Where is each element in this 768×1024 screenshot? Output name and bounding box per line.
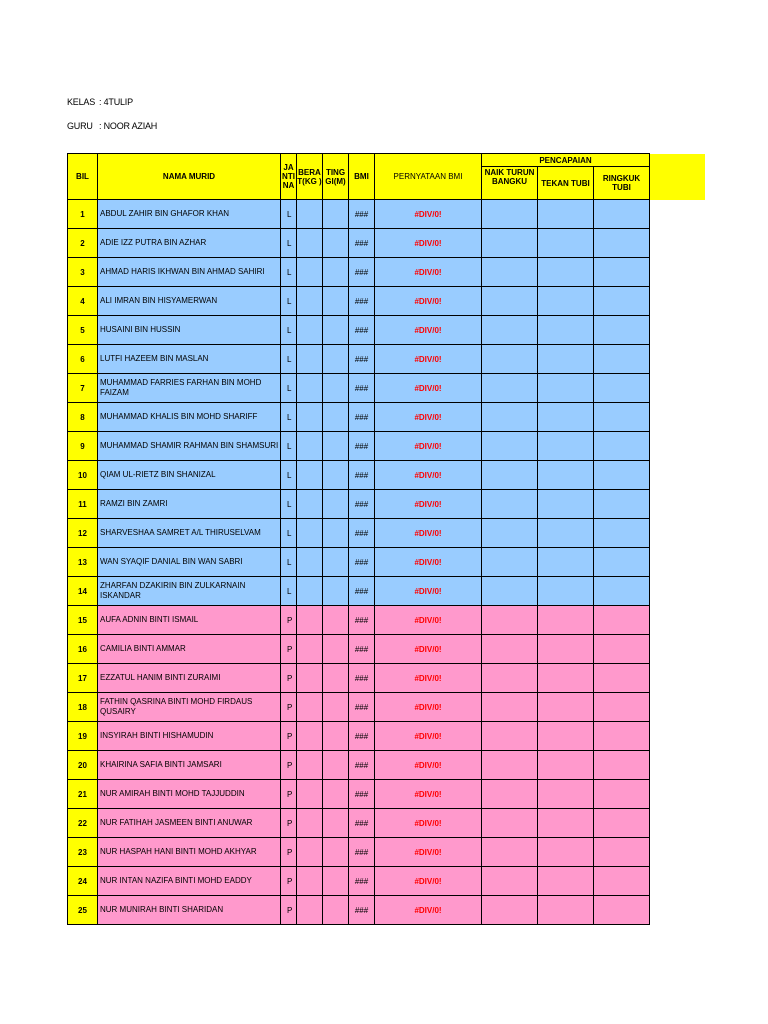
berat-cell[interactable] [297, 838, 323, 867]
bil-cell[interactable]: 3 [68, 258, 98, 287]
nama-murid-cell[interactable]: NUR AMIRAH BINTI MOHD TAJJUDDIN [98, 780, 281, 809]
tekan-tubi-cell[interactable] [538, 896, 594, 925]
bil-cell[interactable]: 8 [68, 403, 98, 432]
bil-cell[interactable]: 19 [68, 722, 98, 751]
ringkuk-tubi-cell[interactable] [594, 606, 650, 635]
bil-cell[interactable]: 12 [68, 519, 98, 548]
jantina-cell[interactable]: L [281, 200, 297, 229]
naik-turun-bangku-cell[interactable] [482, 519, 538, 548]
pernyataan-bmi-cell[interactable]: #DIV/0! [375, 780, 482, 809]
table-row [68, 258, 705, 287]
nama-murid-cell[interactable]: KHAIRINA SAFIA BINTI JAMSARI [98, 751, 281, 780]
nama-murid-cell[interactable]: ALI IMRAN BIN HISYAMERWAN [98, 287, 281, 316]
bil-cell[interactable]: 17 [68, 664, 98, 693]
pernyataan-bmi-cell[interactable]: #DIV/0! [375, 867, 482, 896]
naik-turun-bangku-cell[interactable] [482, 780, 538, 809]
tinggi-cell[interactable] [323, 316, 349, 345]
berat-cell[interactable] [297, 403, 323, 432]
bil-cell[interactable]: 18 [68, 693, 98, 722]
ringkuk-tubi-cell[interactable] [594, 751, 650, 780]
kelas-line [67, 97, 133, 107]
pernyataan-bmi-cell[interactable]: #DIV/0! [375, 432, 482, 461]
bmi-cell[interactable]: ### [349, 548, 375, 577]
ringkuk-tubi-cell[interactable] [594, 432, 650, 461]
table-row [68, 809, 705, 838]
berat-cell[interactable] [297, 316, 323, 345]
pernyataan-bmi-cell[interactable]: #DIV/0! [375, 345, 482, 374]
tinggi-cell[interactable] [323, 258, 349, 287]
tekan-tubi-cell[interactable] [538, 490, 594, 519]
header-nama-murid[interactable]: NAMA MURID [98, 154, 281, 200]
jantina-cell[interactable]: L [281, 577, 297, 606]
nama-murid-cell[interactable]: ABDUL ZAHIR BIN GHAFOR KHAN [98, 200, 281, 229]
nama-murid-cell[interactable]: MUHAMMAD SHAMIR RAHMAN BIN SHAMSURI [98, 432, 281, 461]
tekan-tubi-cell[interactable] [538, 751, 594, 780]
pernyataan-bmi-cell[interactable]: #DIV/0! [375, 635, 482, 664]
tekan-tubi-cell[interactable] [538, 200, 594, 229]
nama-murid-cell[interactable]: MUHAMMAD FARRIES FARHAN BIN MOHD FAIZAM [98, 374, 281, 403]
tinggi-cell[interactable] [323, 548, 349, 577]
table-row [68, 432, 705, 461]
nama-murid-cell[interactable]: NUR MUNIRAH BINTI SHARIDAN [98, 896, 281, 925]
tinggi-cell[interactable] [323, 229, 349, 258]
tekan-tubi-cell[interactable] [538, 780, 594, 809]
berat-cell[interactable] [297, 722, 323, 751]
pernyataan-bmi-cell[interactable]: #DIV/0! [375, 229, 482, 258]
bil-cell[interactable]: 24 [68, 867, 98, 896]
pernyataan-bmi-cell[interactable]: #DIV/0! [375, 316, 482, 345]
jantina-cell[interactable]: P [281, 896, 297, 925]
bmi-cell[interactable]: ### [349, 722, 375, 751]
bil-cell[interactable]: 10 [68, 461, 98, 490]
naik-turun-bangku-cell[interactable] [482, 374, 538, 403]
jantina-cell[interactable]: L [281, 287, 297, 316]
table-row [68, 867, 705, 896]
ringkuk-tubi-cell[interactable] [594, 461, 650, 490]
jantina-cell[interactable]: L [281, 519, 297, 548]
nama-murid-cell[interactable]: LUTFI HAZEEM BIN MASLAN [98, 345, 281, 374]
bil-cell[interactable]: 20 [68, 751, 98, 780]
tinggi-cell[interactable] [323, 809, 349, 838]
ringkuk-tubi-cell[interactable] [594, 693, 650, 722]
berat-cell[interactable] [297, 461, 323, 490]
pernyataan-bmi-cell[interactable]: #DIV/0! [375, 548, 482, 577]
tekan-tubi-cell[interactable] [538, 287, 594, 316]
berat-cell[interactable] [297, 490, 323, 519]
berat-cell[interactable] [297, 200, 323, 229]
table-row [68, 838, 705, 867]
table-row [68, 287, 705, 316]
pernyataan-bmi-cell[interactable]: #DIV/0! [375, 693, 482, 722]
table-row [68, 722, 705, 751]
tekan-tubi-cell[interactable] [538, 345, 594, 374]
tinggi-cell[interactable] [323, 577, 349, 606]
tinggi-cell[interactable] [323, 403, 349, 432]
naik-turun-bangku-cell[interactable] [482, 432, 538, 461]
guru-value: : NOOR AZIAH [99, 121, 158, 131]
ringkuk-tubi-cell[interactable] [594, 403, 650, 432]
bmi-cell[interactable]: ### [349, 374, 375, 403]
pernyataan-bmi-cell[interactable]: #DIV/0! [375, 519, 482, 548]
naik-turun-bangku-cell[interactable] [482, 200, 538, 229]
naik-turun-bangku-cell[interactable] [482, 345, 538, 374]
bmi-cell[interactable]: ### [349, 606, 375, 635]
berat-cell[interactable] [297, 345, 323, 374]
tekan-tubi-cell[interactable] [538, 548, 594, 577]
tinggi-cell[interactable] [323, 345, 349, 374]
nama-murid-cell[interactable]: CAMILIA BINTI AMMAR [98, 635, 281, 664]
bmi-cell[interactable]: ### [349, 287, 375, 316]
berat-cell[interactable] [297, 867, 323, 896]
pernyataan-bmi-cell[interactable]: #DIV/0! [375, 838, 482, 867]
bmi-cell[interactable]: ### [349, 229, 375, 258]
kelas-value: : 4TULIP [99, 97, 133, 107]
naik-turun-bangku-cell[interactable] [482, 751, 538, 780]
jantina-cell[interactable]: P [281, 722, 297, 751]
naik-turun-bangku-cell[interactable] [482, 867, 538, 896]
berat-cell[interactable] [297, 809, 323, 838]
header-pencapaian[interactable]: PENCAPAIAN [482, 154, 650, 167]
berat-cell[interactable] [297, 577, 323, 606]
bil-cell[interactable]: 25 [68, 896, 98, 925]
naik-turun-bangku-cell[interactable] [482, 809, 538, 838]
tinggi-cell[interactable] [323, 200, 349, 229]
tekan-tubi-cell[interactable] [538, 664, 594, 693]
naik-turun-bangku-cell[interactable] [482, 316, 538, 345]
naik-turun-bangku-cell[interactable] [482, 548, 538, 577]
naik-turun-bangku-cell[interactable] [482, 461, 538, 490]
table-row [68, 635, 705, 664]
jantina-cell[interactable]: P [281, 606, 297, 635]
nama-murid-cell[interactable]: ADIE IZZ PUTRA BIN AZHAR [98, 229, 281, 258]
ringkuk-tubi-cell[interactable] [594, 374, 650, 403]
header-tekan-tubi[interactable]: TEKAN TUBI [538, 167, 594, 200]
nama-murid-cell[interactable]: HUSAINI BIN HUSSIN [98, 316, 281, 345]
naik-turun-bangku-cell[interactable] [482, 258, 538, 287]
bil-cell[interactable]: 9 [68, 432, 98, 461]
jantina-cell[interactable]: L [281, 461, 297, 490]
pernyataan-bmi-cell[interactable]: #DIV/0! [375, 374, 482, 403]
berat-cell[interactable] [297, 432, 323, 461]
tekan-tubi-cell[interactable] [538, 229, 594, 258]
table-row [68, 200, 705, 229]
naik-turun-bangku-cell[interactable] [482, 896, 538, 925]
ringkuk-tubi-cell[interactable] [594, 896, 650, 925]
pernyataan-bmi-cell[interactable]: #DIV/0! [375, 664, 482, 693]
header-berat[interactable]: BERA T(KG ) [297, 154, 323, 200]
jantina-cell[interactable]: L [281, 345, 297, 374]
kelas-label: KELAS [67, 97, 96, 107]
bmi-cell[interactable]: ### [349, 867, 375, 896]
table-row [68, 461, 705, 490]
tinggi-cell[interactable] [323, 635, 349, 664]
tekan-tubi-cell[interactable] [538, 635, 594, 664]
berat-cell[interactable] [297, 780, 323, 809]
header-tinggi[interactable]: TING GI(M) [323, 154, 349, 200]
tinggi-cell[interactable] [323, 287, 349, 316]
tinggi-cell[interactable] [323, 780, 349, 809]
bmi-cell[interactable]: ### [349, 635, 375, 664]
ringkuk-tubi-cell[interactable] [594, 722, 650, 751]
tekan-tubi-cell[interactable] [538, 316, 594, 345]
naik-turun-bangku-cell[interactable] [482, 229, 538, 258]
table-row [68, 374, 705, 403]
bmi-cell[interactable]: ### [349, 751, 375, 780]
tinggi-cell[interactable] [323, 606, 349, 635]
bmi-cell[interactable]: ### [349, 693, 375, 722]
berat-cell[interactable] [297, 287, 323, 316]
berat-cell[interactable] [297, 635, 323, 664]
bil-cell[interactable]: 11 [68, 490, 98, 519]
pernyataan-bmi-cell[interactable]: #DIV/0! [375, 287, 482, 316]
table-row [68, 519, 705, 548]
nama-murid-cell[interactable]: NUR FATIHAH JASMEEN BINTI ANUWAR [98, 809, 281, 838]
naik-turun-bangku-cell[interactable] [482, 693, 538, 722]
table-row [68, 229, 705, 258]
pernyataan-bmi-cell[interactable]: #DIV/0! [375, 490, 482, 519]
pernyataan-bmi-cell[interactable]: #DIV/0! [375, 577, 482, 606]
table-row [68, 345, 705, 374]
berat-cell[interactable] [297, 548, 323, 577]
nama-murid-cell[interactable]: NUR HASPAH HANI BINTI MOHD AKHYAR [98, 838, 281, 867]
header-extra-cell[interactable] [650, 154, 705, 200]
naik-turun-bangku-cell[interactable] [482, 664, 538, 693]
pernyataan-bmi-cell[interactable]: #DIV/0! [375, 751, 482, 780]
berat-cell[interactable] [297, 896, 323, 925]
ringkuk-tubi-cell[interactable] [594, 809, 650, 838]
bmi-cell[interactable]: ### [349, 316, 375, 345]
header-ringkuk-tubi[interactable]: RINGKUK TUBI [594, 167, 650, 200]
table-row [68, 896, 705, 925]
bmi-cell[interactable]: ### [349, 780, 375, 809]
table-row [68, 693, 705, 722]
tinggi-cell[interactable] [323, 461, 349, 490]
jantina-cell[interactable]: P [281, 664, 297, 693]
table-row [68, 316, 705, 345]
nama-murid-cell[interactable]: SHARVESHAA SAMRET A/L THIRUSELVAM [98, 519, 281, 548]
bil-cell[interactable]: 1 [68, 200, 98, 229]
jantina-cell[interactable]: P [281, 635, 297, 664]
nama-murid-cell[interactable]: RAMZI BIN ZAMRI [98, 490, 281, 519]
ringkuk-tubi-cell[interactable] [594, 548, 650, 577]
ringkuk-tubi-cell[interactable] [594, 490, 650, 519]
table-row [68, 577, 705, 606]
tinggi-cell[interactable] [323, 490, 349, 519]
jantina-cell[interactable]: L [281, 374, 297, 403]
berat-cell[interactable] [297, 606, 323, 635]
bmi-cell[interactable]: ### [349, 519, 375, 548]
table-row [68, 664, 705, 693]
jantina-cell[interactable]: L [281, 316, 297, 345]
bil-cell[interactable]: 6 [68, 345, 98, 374]
guru-line [67, 121, 157, 131]
ringkuk-tubi-cell[interactable] [594, 577, 650, 606]
bmi-cell[interactable]: ### [349, 896, 375, 925]
tekan-tubi-cell[interactable] [538, 374, 594, 403]
nama-murid-cell[interactable]: MUHAMMAD KHALIS BIN MOHD SHARIFF [98, 403, 281, 432]
bmi-cell[interactable]: ### [349, 809, 375, 838]
tekan-tubi-cell[interactable] [538, 838, 594, 867]
nama-murid-cell[interactable]: WAN SYAQIF DANIAL BIN WAN SABRI [98, 548, 281, 577]
nama-murid-cell[interactable]: FATHIN QASRINA BINTI MOHD FIRDAUS QUSAIRY [98, 693, 281, 722]
bil-cell[interactable]: 14 [68, 577, 98, 606]
tekan-tubi-cell[interactable] [538, 403, 594, 432]
tekan-tubi-cell[interactable] [538, 519, 594, 548]
nama-murid-cell[interactable]: EZZATUL HANIM BINTI ZURAIMI [98, 664, 281, 693]
bmi-cell[interactable]: ### [349, 461, 375, 490]
naik-turun-bangku-cell[interactable] [482, 403, 538, 432]
header-bmi[interactable]: BMI [349, 154, 375, 200]
nama-murid-cell[interactable]: QIAM UL-RIETZ BIN SHANIZAL [98, 461, 281, 490]
ringkuk-tubi-cell[interactable] [594, 258, 650, 287]
table-row [68, 606, 705, 635]
bmi-cell[interactable]: ### [349, 432, 375, 461]
jantina-cell[interactable]: P [281, 780, 297, 809]
pernyataan-bmi-cell[interactable]: #DIV/0! [375, 606, 482, 635]
jantina-cell[interactable]: P [281, 838, 297, 867]
tekan-tubi-cell[interactable] [538, 809, 594, 838]
ringkuk-tubi-cell[interactable] [594, 316, 650, 345]
ringkuk-tubi-cell[interactable] [594, 229, 650, 258]
nama-murid-cell[interactable]: AUFA ADNIN BINTI ISMAIL [98, 606, 281, 635]
bil-cell[interactable]: 4 [68, 287, 98, 316]
pernyataan-bmi-cell[interactable]: #DIV/0! [375, 403, 482, 432]
jantina-cell[interactable]: L [281, 548, 297, 577]
berat-cell[interactable] [297, 751, 323, 780]
jantina-cell[interactable]: L [281, 258, 297, 287]
berat-cell[interactable] [297, 519, 323, 548]
pernyataan-bmi-cell[interactable]: #DIV/0! [375, 258, 482, 287]
berat-cell[interactable] [297, 374, 323, 403]
table-row [68, 751, 705, 780]
jantina-cell[interactable]: L [281, 229, 297, 258]
tinggi-cell[interactable] [323, 432, 349, 461]
guru-label: GURU [67, 121, 93, 131]
ringkuk-tubi-cell[interactable] [594, 200, 650, 229]
tekan-tubi-cell[interactable] [538, 693, 594, 722]
table-row [68, 490, 705, 519]
tinggi-cell[interactable] [323, 838, 349, 867]
naik-turun-bangku-cell[interactable] [482, 838, 538, 867]
header-jantina[interactable]: JA NTI NA [281, 154, 297, 200]
ringkuk-tubi-cell[interactable] [594, 287, 650, 316]
bmi-cell[interactable]: ### [349, 490, 375, 519]
pernyataan-bmi-cell[interactable]: #DIV/0! [375, 809, 482, 838]
tekan-tubi-cell[interactable] [538, 432, 594, 461]
jantina-cell[interactable]: L [281, 432, 297, 461]
tinggi-cell[interactable] [323, 722, 349, 751]
nama-murid-cell[interactable]: INSYIRAH BINTI HISHAMUDIN [98, 722, 281, 751]
bmi-cell[interactable]: ### [349, 403, 375, 432]
nama-murid-cell[interactable]: ZHARFAN DZAKIRIN BIN ZULKARNAIN ISKANDAR [98, 577, 281, 606]
tekan-tubi-cell[interactable] [538, 461, 594, 490]
jantina-cell[interactable]: L [281, 490, 297, 519]
pernyataan-bmi-cell[interactable]: #DIV/0! [375, 722, 482, 751]
berat-cell[interactable] [297, 664, 323, 693]
naik-turun-bangku-cell[interactable] [482, 635, 538, 664]
ringkuk-tubi-cell[interactable] [594, 867, 650, 896]
ringkuk-tubi-cell[interactable] [594, 345, 650, 374]
pernyataan-bmi-cell[interactable]: #DIV/0! [375, 461, 482, 490]
bil-cell[interactable]: 13 [68, 548, 98, 577]
tinggi-cell[interactable] [323, 896, 349, 925]
table-row [68, 403, 705, 432]
naik-turun-bangku-cell[interactable] [482, 722, 538, 751]
ringkuk-tubi-cell[interactable] [594, 664, 650, 693]
bil-cell[interactable]: 22 [68, 809, 98, 838]
ringkuk-tubi-cell[interactable] [594, 838, 650, 867]
student-table [67, 153, 705, 925]
jantina-cell[interactable]: P [281, 867, 297, 896]
ringkuk-tubi-cell[interactable] [594, 635, 650, 664]
tekan-tubi-cell[interactable] [538, 867, 594, 896]
jantina-cell[interactable]: P [281, 693, 297, 722]
tekan-tubi-cell[interactable] [538, 577, 594, 606]
header-bil[interactable]: BIL [68, 154, 98, 200]
bil-cell[interactable]: 5 [68, 316, 98, 345]
header-pernyataan-bmi[interactable]: PERNYATAAN BMI [375, 154, 482, 200]
naik-turun-bangku-cell[interactable] [482, 606, 538, 635]
pernyataan-bmi-cell[interactable]: #DIV/0! [375, 200, 482, 229]
bmi-cell[interactable]: ### [349, 838, 375, 867]
bil-cell[interactable]: 16 [68, 635, 98, 664]
berat-cell[interactable] [297, 693, 323, 722]
bil-cell[interactable]: 15 [68, 606, 98, 635]
ringkuk-tubi-cell[interactable] [594, 780, 650, 809]
tinggi-cell[interactable] [323, 693, 349, 722]
table-row [68, 548, 705, 577]
tekan-tubi-cell[interactable] [538, 258, 594, 287]
nama-murid-cell[interactable]: AHMAD HARIS IKHWAN BIN AHMAD SAHIRI [98, 258, 281, 287]
tinggi-cell[interactable] [323, 867, 349, 896]
naik-turun-bangku-cell[interactable] [482, 287, 538, 316]
pernyataan-bmi-cell[interactable]: #DIV/0! [375, 896, 482, 925]
tinggi-cell[interactable] [323, 751, 349, 780]
bil-cell[interactable]: 21 [68, 780, 98, 809]
bmi-cell[interactable]: ### [349, 258, 375, 287]
bil-cell[interactable]: 2 [68, 229, 98, 258]
naik-turun-bangku-cell[interactable] [482, 577, 538, 606]
tekan-tubi-cell[interactable] [538, 722, 594, 751]
bmi-cell[interactable]: ### [349, 200, 375, 229]
naik-turun-bangku-cell[interactable] [482, 490, 538, 519]
bil-cell[interactable]: 23 [68, 838, 98, 867]
table-row [68, 780, 705, 809]
tinggi-cell[interactable] [323, 374, 349, 403]
jantina-cell[interactable]: L [281, 403, 297, 432]
jantina-cell[interactable]: P [281, 751, 297, 780]
tinggi-cell[interactable] [323, 519, 349, 548]
berat-cell[interactable] [297, 229, 323, 258]
berat-cell[interactable] [297, 258, 323, 287]
bmi-cell[interactable]: ### [349, 664, 375, 693]
ringkuk-tubi-cell[interactable] [594, 519, 650, 548]
bmi-cell[interactable]: ### [349, 577, 375, 606]
jantina-cell[interactable]: P [281, 809, 297, 838]
bil-cell[interactable]: 7 [68, 374, 98, 403]
nama-murid-cell[interactable]: NUR INTAN NAZIFA BINTI MOHD EADDY [98, 867, 281, 896]
tekan-tubi-cell[interactable] [538, 606, 594, 635]
tinggi-cell[interactable] [323, 664, 349, 693]
bmi-cell[interactable]: ### [349, 345, 375, 374]
header-naik-turun-bangku[interactable]: NAIK TURUN BANGKU [482, 167, 538, 200]
